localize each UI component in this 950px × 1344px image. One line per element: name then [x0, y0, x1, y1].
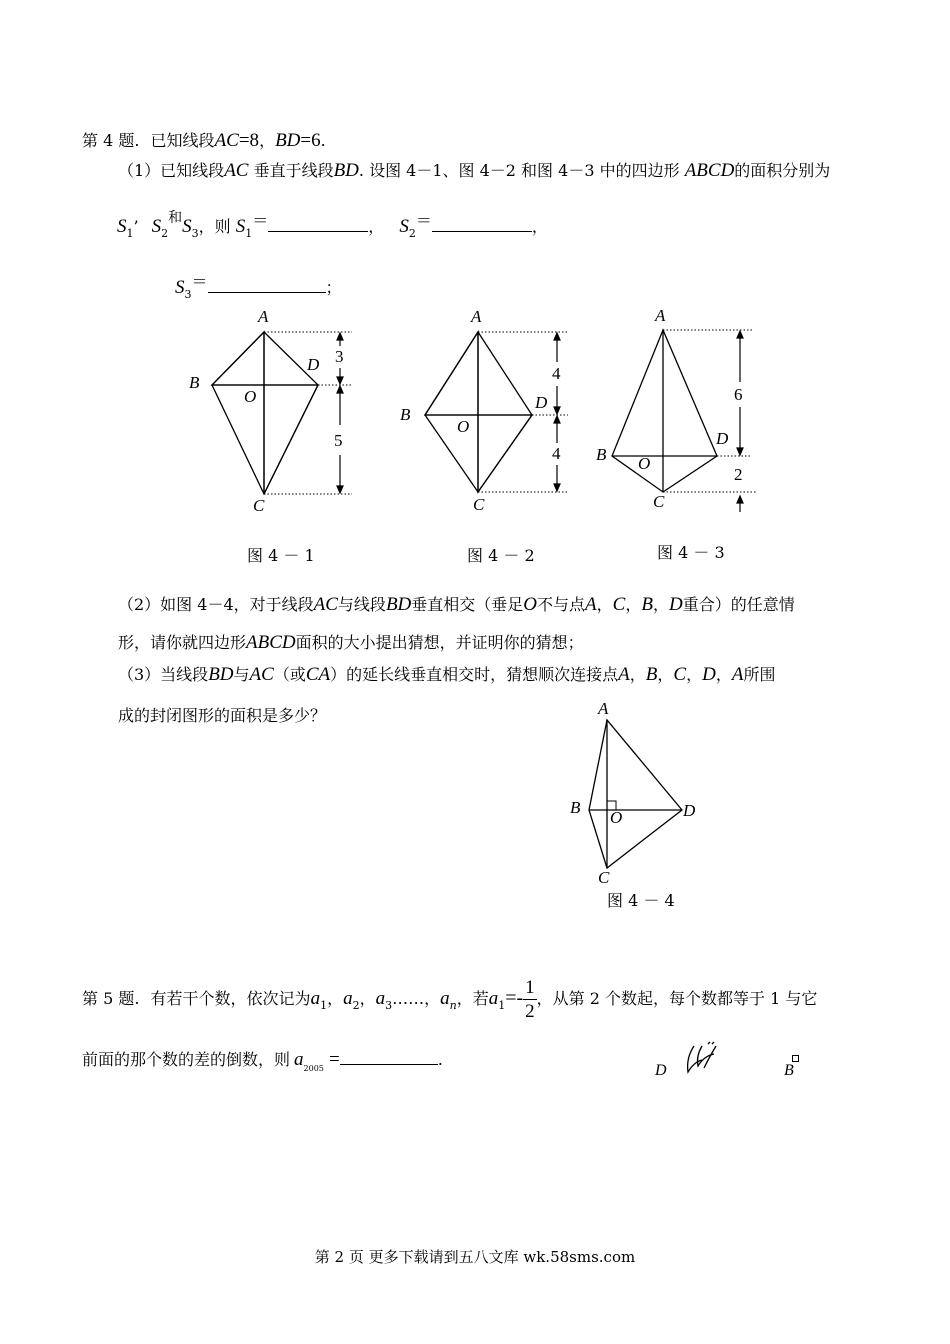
math-a2: a — [343, 988, 353, 1009]
fig3-label-o: O — [638, 454, 651, 473]
p2-mid3: 不与点 — [537, 595, 586, 614]
fig1-label-a: A — [258, 307, 269, 326]
s1-answer-label: S — [235, 216, 246, 237]
math-d: D — [668, 594, 683, 615]
fig3-label-a: A — [655, 306, 666, 325]
s1-answer-sub: 1 — [245, 227, 253, 240]
s1-sub: 1 — [126, 227, 134, 240]
eq-minus: =- — [505, 987, 524, 1009]
fig2-label-b: B — [400, 405, 411, 424]
p1-end: 的面积分别为 — [734, 161, 831, 180]
p2-mid1: 与线段 — [337, 595, 386, 614]
s2-sub: 2 — [161, 227, 169, 240]
q5-line2 — [82, 1047, 443, 1073]
frac-num: 1 — [525, 977, 535, 998]
s1-answer-blank[interactable] — [268, 217, 368, 232]
s3-answer-label: S — [175, 277, 185, 298]
math-bd: BD — [275, 130, 301, 151]
q5-text1: 有若干个数，依次记为 — [150, 989, 311, 1008]
s3-answer-blank[interactable] — [208, 278, 326, 293]
stray-label-d: D — [655, 1062, 667, 1079]
math-an: a — [440, 988, 450, 1009]
q5-text2: ，从第 2 个数起，每个数都等于 1 与它 — [536, 989, 818, 1008]
math-abcd: ABCD — [246, 632, 296, 653]
s1: S — [117, 216, 127, 237]
fig4-caption: 图 4 － 4 — [607, 891, 675, 910]
fig4-label-o: O — [610, 808, 623, 827]
p3-mid1: 与 — [233, 665, 250, 684]
math-bd: BD — [385, 594, 412, 615]
s2-answer-sub: 2 — [408, 227, 416, 240]
math-ac: AC — [249, 664, 274, 685]
a2005-sub: 2005 — [303, 1064, 324, 1073]
p3-mid3: ）的延长线垂直相交时，猜想顺次连接点 — [330, 665, 619, 684]
q4-part3-line1: （3）当线段BD与AC（或CA）的延长线垂直相交时，猜想顺次连接点A，B，C，D，A所围 — [118, 664, 776, 685]
p2-line2: 形，请你就四边形 — [118, 633, 247, 652]
fig2-dim-top: 4 — [552, 364, 561, 383]
fig3-label-b: B — [596, 445, 607, 464]
math-b: B — [645, 664, 658, 685]
fig3-caption: 图 4 － 3 — [657, 543, 725, 562]
q5-line2-text: 前面的那个数的差的倒数，则 — [82, 1050, 291, 1069]
small-square-icon — [792, 1055, 799, 1062]
q4-part2-line1: （2）如图 4－4，对于线段AC与线段BD垂直相交（垂足O不与点A，C，B，D重合）的任意情 — [118, 594, 795, 615]
p2-line2-end: 面积的大小提出猜想，并证明你的猜想； — [295, 633, 584, 652]
math-a: A — [618, 664, 630, 685]
math-c: C — [612, 594, 626, 615]
p1-prefix: （1）已知线段 — [118, 161, 225, 180]
math-bd: BD — [333, 160, 359, 181]
p3-mid2: （或 — [273, 665, 306, 684]
figure-4-2-shape — [425, 332, 532, 492]
eq-sign: ＝ — [415, 211, 432, 230]
math-ac-eq: =8 — [238, 130, 260, 151]
figure-4-4-shape — [589, 720, 682, 868]
p1-mid1: 垂直于线段 — [253, 161, 334, 180]
period: . — [437, 1050, 443, 1069]
q4-intro: 已知线段 — [150, 131, 215, 150]
a1-sub: 1 — [320, 999, 328, 1012]
s3-answer-sub: 3 — [184, 288, 192, 301]
q4-part1 — [118, 158, 830, 182]
math-a1: a — [310, 988, 321, 1009]
math-d: D — [702, 664, 716, 685]
math-a1: a — [488, 988, 499, 1009]
fraction-one-half — [523, 978, 537, 1021]
fig2-label-c: C — [473, 495, 485, 514]
stray-label-b: B — [784, 1062, 794, 1079]
math-b: B — [641, 594, 653, 615]
eq-sign: ＝ — [252, 211, 269, 230]
fig1-caption: 图 4 － 1 — [247, 546, 315, 565]
fig1-dim-top: 3 — [335, 347, 344, 366]
q5-line1: 第 5 题. 有若干个数，依次记为$a_1$，$a_2$，$a_3\dots\dots$，$a_n$，若$a_1=-$ $\frac{1}{2}$ ，从第 2 个数起，每个数都等于 1 与它 — [82, 977, 818, 1022]
q4-s3-line: $S_3=$ ； — [175, 272, 342, 301]
q5-answer-blank[interactable] — [340, 1050, 438, 1065]
math-c: C — [673, 664, 687, 685]
q5-if: ，若 — [456, 989, 489, 1008]
fig3-dim-bottom: 2 — [734, 465, 743, 484]
fig2-caption: 图 4 － 2 — [467, 546, 535, 565]
squiggle-mark-icon — [680, 1040, 730, 1080]
frac-den: 2 — [525, 1001, 535, 1022]
math-a: A — [731, 664, 744, 685]
q4-header: 第 4 题. 已知线段AC=8，BD=6. — [82, 130, 326, 151]
a2-sub: 2 — [352, 999, 360, 1012]
s2-answer-label: S — [399, 216, 409, 237]
s3-sub: 3 — [191, 227, 199, 240]
math-ac: AC — [214, 130, 239, 151]
s3: S — [182, 216, 192, 237]
a1-sub: 1 — [498, 999, 506, 1012]
p1-mid2: . 设图 4－1、图 4－2 和图 4－3 中的四边形 — [358, 161, 680, 180]
math-bd: BD — [208, 664, 234, 685]
q5-title: 第 5 题. — [82, 989, 140, 1008]
math-a: A — [585, 594, 597, 615]
fig4-label-d: D — [683, 801, 696, 820]
math-o: O — [523, 594, 538, 615]
fig2-label-d: D — [535, 393, 548, 412]
p2-prefix: （2）如图 4－4，对于线段 — [118, 595, 314, 614]
fig3-label-d: D — [716, 429, 729, 448]
q4-part3-line2: 成的封闭图形的面积是多少？ — [118, 706, 327, 725]
q4-title: 第 4 题. — [82, 131, 140, 150]
q4-s-line: $S_1$’ $S_2$和$S_3$，则 $S_1=$ ， $S_2=$ ， — [117, 210, 548, 240]
fig2-dim-bottom: 4 — [552, 444, 561, 463]
figure-4-3-shape — [612, 330, 717, 492]
p2-end: 重合）的任意情 — [682, 595, 795, 614]
math-a2005: a — [294, 1049, 304, 1070]
q4-part2-line2 — [118, 630, 584, 654]
a3-sub: 3 — [385, 999, 393, 1012]
p3-prefix: （3）当线段 — [118, 665, 209, 684]
fig2-label-a: A — [471, 307, 482, 326]
an-sub: n — [449, 999, 457, 1012]
fig4-label-c: C — [598, 868, 610, 887]
fig4-label-a: A — [598, 699, 609, 718]
s2: S — [151, 216, 162, 237]
fig4-label-b: B — [570, 798, 581, 817]
fig2-label-o: O — [457, 417, 470, 436]
math-abcd: ABCD — [684, 160, 735, 181]
math-ca: CA — [305, 664, 331, 685]
then-text: ，则 — [198, 217, 231, 236]
fig1-dim-bottom: 5 — [334, 431, 343, 450]
fig1-label-c: C — [253, 496, 265, 515]
math-bd-eq: =6 — [300, 130, 321, 151]
page-footer: 第 2 页 更多下载请到五八文库 wk.58sms.com — [314, 1248, 636, 1266]
math-ac: AC — [313, 594, 338, 615]
eq-sign: = — [328, 1049, 340, 1070]
ellipsis: ……， — [392, 989, 441, 1008]
eq-sign: ＝ — [191, 272, 208, 291]
figure-4-1-shape — [212, 332, 318, 494]
fig1-label-o: O — [244, 387, 257, 406]
math-ac: AC — [224, 160, 249, 181]
figure-4-4 — [560, 695, 720, 890]
p2-mid2: 垂直相交（垂足 — [411, 595, 524, 614]
fig1-label-d: D — [307, 355, 320, 374]
fig3-label-c: C — [653, 492, 665, 511]
fig1-label-b: B — [189, 373, 200, 392]
math-a3: a — [375, 988, 386, 1009]
and-text: 和 — [168, 210, 183, 226]
fig3-dim-top: 6 — [734, 385, 743, 404]
p3-end: 所围 — [743, 665, 776, 684]
s2-answer-blank[interactable] — [432, 217, 532, 232]
figures-4-1-to-4-3 — [0, 300, 950, 530]
